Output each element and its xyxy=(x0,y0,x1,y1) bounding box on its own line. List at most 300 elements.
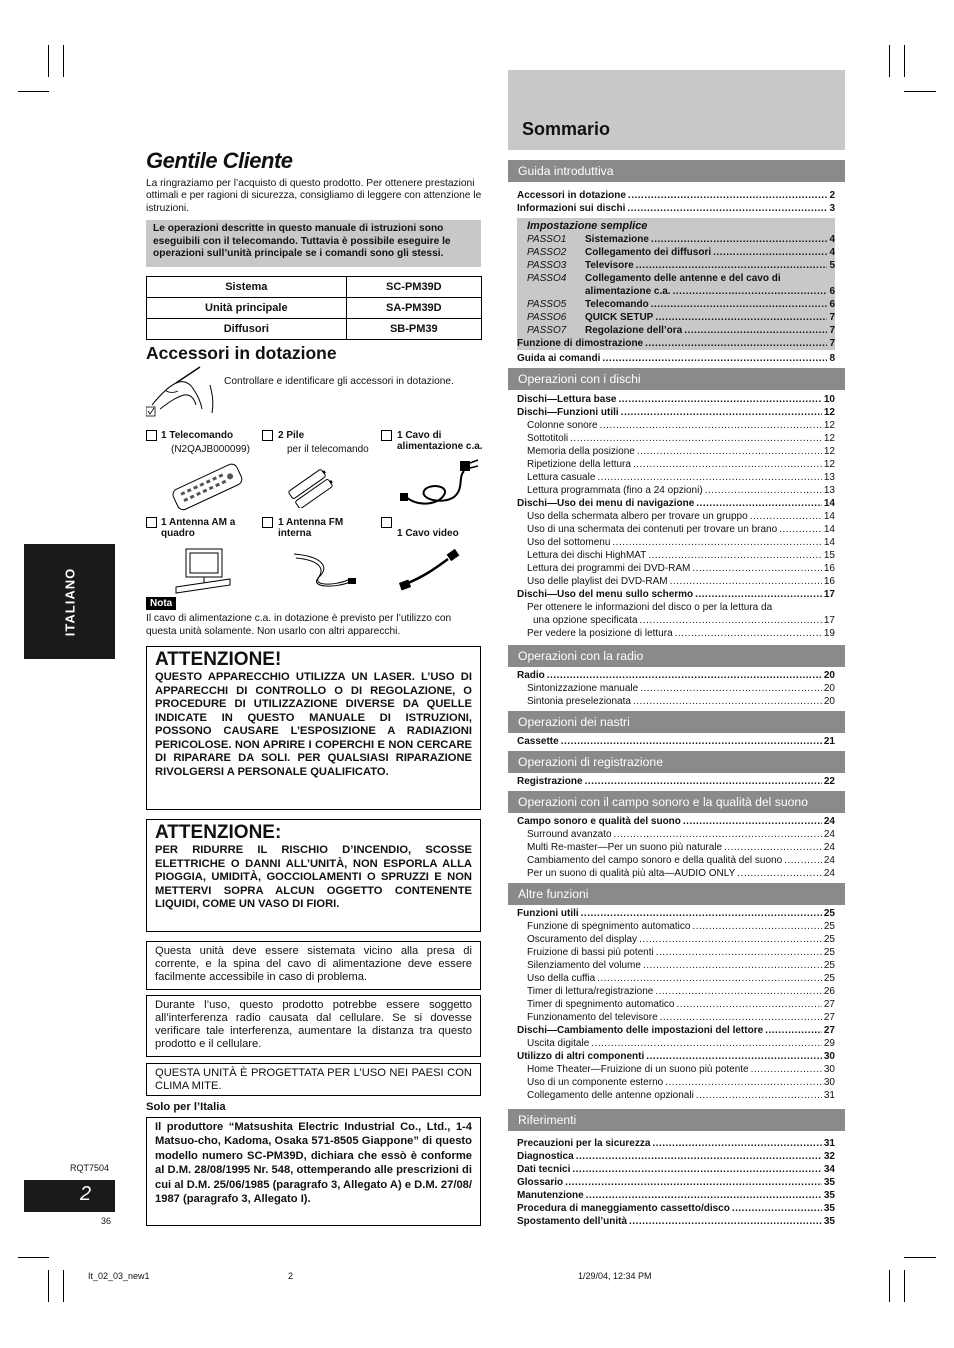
hand-checking-icon xyxy=(146,365,218,417)
toc-page-number: 35 xyxy=(823,1190,835,1201)
crop-mark xyxy=(904,1257,936,1258)
toc-entry[interactable] xyxy=(517,735,835,748)
toc-leader-dots xyxy=(602,352,827,365)
remote-control-icon xyxy=(168,458,246,514)
toc-entry-title: Manutenzione xyxy=(517,1190,584,1201)
checkbox[interactable] xyxy=(381,430,392,441)
toc-page-number: 12 xyxy=(823,459,835,470)
video-cable-icon xyxy=(398,547,468,592)
toc-entry[interactable] xyxy=(517,458,835,471)
toc-page-number: 14 xyxy=(823,537,835,548)
toc-entry[interactable] xyxy=(517,575,835,588)
toc-entry[interactable] xyxy=(527,259,835,272)
toc-entry[interactable] xyxy=(517,1037,835,1050)
toc-entry-title: Multi Re-master—Per un suono più naturale xyxy=(527,842,723,853)
toc-leader-dots xyxy=(561,735,822,748)
toc-entry[interactable] xyxy=(517,1137,835,1150)
table-cell: SC-PM39D xyxy=(346,277,481,298)
toc-entry[interactable] xyxy=(517,1011,835,1024)
toc-list xyxy=(517,189,835,215)
crop-mark xyxy=(63,1270,64,1302)
toc-page-number: 8 xyxy=(829,353,835,364)
toc-entry[interactable] xyxy=(517,1150,835,1163)
toc-entry-title: Sistemazione xyxy=(585,234,649,245)
toc-entry-title: Dischi—Uso dei menu di navigazione xyxy=(517,498,695,509)
toc-entry-title: Silenziamento del volume xyxy=(527,960,641,971)
intro-text: La ringraziamo per l’acquisto di questo prodotto. Per ottenere prestazioni ottimali e per ragioni di sicurezza, consigliamo di leggere con attenzione le istruzioni. xyxy=(146,178,482,214)
toc-leader-dots xyxy=(633,695,822,708)
toc-page-number: 14 xyxy=(823,498,835,509)
toc-entry[interactable] xyxy=(517,1215,835,1228)
toc-leader-dots xyxy=(670,575,822,588)
toc-entry[interactable] xyxy=(517,867,835,880)
warning-text: QUESTO APPARECCHIO UTILIZZA UN LASER. L’USO DI APPARECCHI DI CONTROLLO O DI REGOLAZIONE, O PROCEDURE DI UTILIZZAZIONE DIVERSE DA QUELLE INDICATE IN QUESTO MANUALE DI ISTRUZIONI, POSSONO CAUSARE L’ESPOSIZIONE A RADIAZIONI PERICOLOSE. NON APRIRE I COPERCHI E NON CERCARE DI RIPARARE DA SOLI. PER QUALSIASI RIPARAZIONE RIVOLGERSI A PERSONALE QUALIFICATO. xyxy=(155,671,472,778)
crop-mark xyxy=(48,1270,49,1302)
toc-entry[interactable] xyxy=(517,497,835,510)
crop-mark xyxy=(904,1270,905,1302)
toc-entry[interactable] xyxy=(517,1050,835,1063)
toc-entry-title: Per ottenere le informazioni del disco o per la lettura da xyxy=(527,602,773,613)
toc-page-number: 30 xyxy=(823,1077,835,1088)
section-header: Operazioni con i dischi xyxy=(508,368,845,390)
toc-entry-title: Informazioni sui dischi xyxy=(517,203,626,214)
table-cell: SA-PM39D xyxy=(346,298,481,319)
toc-entry-title: Colonne sonore xyxy=(527,420,598,431)
toc-page-number: 10 xyxy=(823,394,835,405)
crop-mark xyxy=(48,45,49,77)
toc-leader-dots xyxy=(586,1189,822,1202)
toc-entry[interactable] xyxy=(517,959,835,972)
toc-list xyxy=(517,669,835,708)
toc-entry[interactable] xyxy=(517,1076,835,1089)
sub-page-number: 36 xyxy=(101,1216,112,1226)
toc-entry[interactable] xyxy=(517,484,835,497)
toc-entry[interactable] xyxy=(517,549,835,562)
toc-entry[interactable] xyxy=(517,393,835,406)
toc-list xyxy=(517,907,835,1102)
step-number: PASSO4 xyxy=(527,273,567,284)
toc-page-number: 7 xyxy=(829,338,835,349)
toc-entry[interactable] xyxy=(517,1189,835,1202)
toc-leader-dots xyxy=(683,815,822,828)
toc-entry[interactable] xyxy=(517,352,835,365)
accessory-am-antenna-label: 1 Antenna AM a quadro xyxy=(161,517,236,539)
toc-entry-title: Guida ai comandi xyxy=(517,353,601,364)
toc-page-number: 27 xyxy=(823,1012,835,1023)
checkbox[interactable] xyxy=(262,430,273,441)
toc-entry[interactable] xyxy=(517,854,835,867)
toc-entry-title: Funzionamento del televisore xyxy=(527,1012,658,1023)
section-header: Operazioni con la radio xyxy=(508,645,845,667)
toc-entry-title: Spostamento dell’unità xyxy=(517,1216,628,1227)
toc-entry[interactable] xyxy=(527,246,835,259)
toc-entry[interactable] xyxy=(517,432,835,445)
toc-entry[interactable] xyxy=(527,233,835,246)
warning-title: ATTENZIONE! xyxy=(155,649,282,670)
placement-notice: Questa unità deve essere sistemata vicino alla presa di corrente, e la spina del cavo di alimentazione deve essere facilmente accessibile in caso di problema. xyxy=(146,941,481,990)
toc-leader-dots xyxy=(751,1063,822,1076)
toc-page-number: 30 xyxy=(823,1064,835,1075)
toc-entry[interactable] xyxy=(517,445,835,458)
toc-page-number: 34 xyxy=(823,1164,835,1175)
toc-leader-dots xyxy=(621,406,822,419)
table-cell: Sistema xyxy=(147,277,347,298)
batteries-icon xyxy=(286,468,336,508)
toc-page-number: 7 xyxy=(829,325,835,336)
toc-entry-title: Lettura casuale xyxy=(527,472,596,483)
toc-list xyxy=(517,775,835,788)
checkbox[interactable] xyxy=(262,517,273,528)
toc-leader-dots xyxy=(732,1202,822,1215)
toc-leader-dots xyxy=(676,998,821,1011)
toc-leader-dots xyxy=(646,1050,822,1063)
toc-entry-title: Funzione di dimostrazione xyxy=(517,338,644,349)
toc-page-number: 25 xyxy=(823,908,835,919)
step-number: PASSO6 xyxy=(527,312,567,323)
toc-page-number: 24 xyxy=(823,855,835,866)
toc-page-number: 3 xyxy=(829,203,835,214)
toc-leader-dots xyxy=(660,1011,822,1024)
toc-entry-title: Ripetizione della lettura xyxy=(527,459,631,470)
toc-entry-title: Procedura di maneggiamento cassetto/disco xyxy=(517,1203,730,1214)
remote-notice: Le operazioni descritte in questo manuale di istruzioni sono eseguibili con il telecomando. Tuttavia è possibile eseguire le operazioni sull’unità principale se i comandi sono gli stessi. xyxy=(146,220,481,267)
accessory-remote-label: 1 Telecomando xyxy=(161,430,234,441)
toc-page-number: 13 xyxy=(823,485,835,496)
step-number: PASSO2 xyxy=(527,247,567,258)
toc-page-number: 25 xyxy=(823,947,835,958)
toc-leader-dots xyxy=(665,1076,822,1089)
toc-leader-dots xyxy=(633,458,822,471)
toc-entry-title: Uso del sottomenu xyxy=(527,537,611,548)
section-header: Operazioni dei nastri xyxy=(508,711,845,733)
toc-leader-dots xyxy=(656,946,822,959)
toc-entry-title: Collegamento delle antenne opzionali xyxy=(527,1090,694,1101)
toc-entry[interactable] xyxy=(517,972,835,985)
toc-page-number: 14 xyxy=(823,524,835,535)
toc-leader-dots xyxy=(637,445,822,458)
toc-entry[interactable] xyxy=(517,985,835,998)
steps-list xyxy=(517,219,835,350)
toc-entry[interactable] xyxy=(517,588,835,601)
toc-entry-title: Lettura programmata (fino a 24 opzioni) xyxy=(527,485,703,496)
toc-entry-title: Lettura dei dischi HighMAT xyxy=(527,550,647,561)
toc-page-number: 25 xyxy=(823,921,835,932)
toc-page-number: 2 xyxy=(829,190,835,201)
toc-entry[interactable] xyxy=(517,614,835,627)
toc-page-number: 19 xyxy=(823,628,835,639)
toc-entry[interactable] xyxy=(517,601,835,614)
toc-entry-title: Campo sonoro e qualità del suono xyxy=(517,816,681,827)
toc-entry[interactable] xyxy=(517,907,835,920)
toc-leader-dots xyxy=(692,562,821,575)
fm-antenna-icon xyxy=(290,546,360,592)
toc-entry-title: Utilizzo di altri componenti xyxy=(517,1051,645,1062)
toc-entry[interactable] xyxy=(527,272,835,285)
toc-entry-title: Dischi—Funzioni utili xyxy=(517,407,619,418)
toc-leader-dots xyxy=(651,298,828,311)
toc-leader-dots xyxy=(570,432,822,445)
toc-leader-dots xyxy=(696,497,822,510)
toc-entry[interactable] xyxy=(517,1176,835,1189)
toc-page-number: 32 xyxy=(823,1151,835,1162)
footer-file: It_02_03_new1 xyxy=(88,1271,150,1281)
accessory-batteries-sub: per il telecomando xyxy=(287,444,369,455)
toc-page-number: 22 xyxy=(823,776,835,787)
toc-page-number: 25 xyxy=(823,960,835,971)
climate-notice: QUESTA UNITÀ È PROGETTATA PER L’USO NEI PAESI CON CLIMA MITE. xyxy=(146,1063,481,1096)
checkbox[interactable] xyxy=(381,517,392,528)
toc-entry-title: Uso di un componente esterno xyxy=(527,1077,664,1088)
toc-page-number: 15 xyxy=(823,550,835,561)
checkbox[interactable] xyxy=(146,430,157,441)
doc-code: RQT7504 xyxy=(70,1163,110,1173)
toc-page-number: 35 xyxy=(823,1216,835,1227)
toc-entry[interactable] xyxy=(517,627,835,640)
am-loop-antenna-icon xyxy=(168,543,238,595)
toc-entry[interactable] xyxy=(517,1024,835,1037)
toc-entry-title: Funzione di spegnimento automatico xyxy=(527,921,691,932)
interference-notice: Durante l’uso, questo prodotto potrebbe essere soggetto all’interferenza radio causata dal cellulare. Se si dovesse verificare tale interferenza, aumentare la distanza tra questo prodotto e il cellulare. xyxy=(146,995,481,1057)
accessories-note: Controllare e identificare gli accessori in dotazione. xyxy=(224,376,454,387)
table-cell: Diffusori xyxy=(147,319,347,340)
toc-leader-dots xyxy=(591,1037,822,1050)
toc-entry-title: Cassette xyxy=(517,736,559,747)
toc-page-number: 16 xyxy=(823,576,835,587)
toc-entry-title: Surround avanzato xyxy=(527,829,612,840)
toc-page-number: 25 xyxy=(823,934,835,945)
toc-leader-dots xyxy=(565,1176,822,1189)
toc-entry[interactable] xyxy=(517,536,835,549)
toc-entry[interactable] xyxy=(517,998,835,1011)
toc-entry[interactable] xyxy=(517,1163,835,1176)
toc-entry-title: Glossario xyxy=(517,1177,564,1188)
toc-leader-dots xyxy=(737,867,822,880)
toc-entry[interactable] xyxy=(517,337,835,350)
toc-page-number: 12 xyxy=(823,446,835,457)
sommario-title: Sommario xyxy=(522,119,611,139)
toc-page-number: 17 xyxy=(823,615,835,626)
toc-entry[interactable] xyxy=(517,946,835,959)
toc-entry-title: Funzioni utili xyxy=(517,908,579,919)
toc-page-number: 26 xyxy=(823,986,835,997)
toc-entry-title: Dischi—Cambiamento delle impostazioni del lettore xyxy=(517,1025,764,1036)
toc-leader-dots xyxy=(692,920,821,933)
toc-entry[interactable] xyxy=(517,202,835,215)
toc-entry[interactable] xyxy=(517,828,835,841)
toc-leader-dots xyxy=(628,189,828,202)
toc-page-number: 20 xyxy=(823,670,835,681)
toc-entry-title: Memoria della posizione xyxy=(527,446,635,457)
toc-leader-dots xyxy=(629,1215,822,1228)
section-header: Guida introduttiva xyxy=(508,160,845,182)
toc-entry[interactable] xyxy=(517,471,835,484)
toc-entry[interactable] xyxy=(517,523,835,536)
page-title: Gentile Cliente xyxy=(146,148,293,173)
footer-page: 2 xyxy=(288,1271,294,1281)
toc-entry-title: Collegamento delle antenne e del cavo di xyxy=(585,273,781,284)
toc-entry-title: Timer di spegnimento automatico xyxy=(527,999,675,1010)
toc-leader-dots xyxy=(779,523,822,536)
toc-entry[interactable] xyxy=(517,189,835,202)
toc-page-number: 27 xyxy=(823,999,835,1010)
conformity-declaration: Il produttore “Matsushita Electric Industrial Co., Ltd., 1-4 Matsuo-cho, Kadoma, Osaka 571-8505 Giappone” di questo modello numero SC-PM39D, dichiara che essò è conforme al D.M. 28/08/1995 Nr. 548, ottemperando alle prescrizioni di cui al D.M. 25/06/1985 (paragrafo 3, Allegato A) e D.M. 27/08/ 1987 (paragrafo 3, Allegato I). xyxy=(146,1117,481,1226)
toc-leader-dots xyxy=(651,233,828,246)
nota-text: Il cavo di alimentazione c.a. in dotazione è previsto per l’utilizzo con questa unità solamente. Non usarlo con altri apparecchi. xyxy=(146,613,452,637)
toc-entry-title: Precauzioni per la sicurezza xyxy=(517,1138,651,1149)
toc-leader-dots xyxy=(695,588,822,601)
step-number: PASSO1 xyxy=(527,234,567,245)
toc-entry-title: Dati tecnici xyxy=(517,1164,571,1175)
section-header: Riferimenti xyxy=(508,1109,845,1131)
toc-page-number: 17 xyxy=(823,589,835,600)
toc-entry[interactable] xyxy=(527,324,835,337)
power-cord-icon xyxy=(398,455,484,510)
toc-entry-title: Diagnostica xyxy=(517,1151,574,1162)
toc-page-number: 30 xyxy=(823,1051,835,1062)
toc-entry[interactable] xyxy=(517,920,835,933)
toc-page-number: 31 xyxy=(823,1138,835,1149)
crop-mark xyxy=(889,45,890,77)
toc-leader-dots xyxy=(627,202,827,215)
toc-page-number: 21 xyxy=(823,736,835,747)
toc-leader-dots xyxy=(572,1163,822,1176)
crop-mark xyxy=(904,91,936,92)
toc-entry[interactable] xyxy=(517,695,835,708)
toc-entry-title: Per un suono di qualità più alta—AUDIO ONLY xyxy=(527,868,736,879)
crop-mark xyxy=(904,45,905,77)
toc-entry[interactable] xyxy=(517,562,835,575)
toc-entry[interactable] xyxy=(517,419,835,432)
toc-leader-dots xyxy=(684,324,827,337)
warning-text: PER RIDURRE IL RISCHIO D’INCENDIO, SCOSSE ELETTRICHE O DANNI ALL’UNITÀ, NON ESPORLA ALLA PIOGGIA, UMIDITÀ, GOCCIOLAMENTI O SPRUZZI E NON METTERVI SOPRA ALCUN OGGETTO CONTENENTE LIQUIDI, COME UN VASO DI FIORI. xyxy=(155,844,472,910)
table-cell: Unità principale xyxy=(147,298,347,319)
toc-entry-title: Sintonia preselezionata xyxy=(527,696,631,707)
crop-mark xyxy=(18,91,49,92)
nota-label: Nota xyxy=(146,597,176,610)
accessory-remote-code: (N2QAJB000099) xyxy=(171,444,250,455)
toc-entry[interactable] xyxy=(517,510,835,523)
toc-entry[interactable] xyxy=(517,682,835,695)
toc-entry-title: Televisore xyxy=(585,260,634,271)
toc-page-number: 12 xyxy=(823,420,835,431)
toc-entry-title: Uso della schermata albero per trovare un gruppo xyxy=(527,511,748,522)
toc-page-number: 24 xyxy=(823,829,835,840)
toc-page-number: 12 xyxy=(823,433,835,444)
laser-warning-box xyxy=(146,646,481,810)
toc-entry-title: Cambiamento del campo sonoro e della qualità del suono xyxy=(527,855,783,866)
toc-page-number: 31 xyxy=(823,1090,835,1101)
toc-leader-dots xyxy=(581,907,822,920)
toc-entry[interactable] xyxy=(517,669,835,682)
step-number: PASSO3 xyxy=(527,260,567,271)
toc-page-number: 14 xyxy=(823,511,835,522)
toc-entry-title: Uso delle playlist dei DVD-RAM xyxy=(527,576,668,587)
accessory-batteries-label: 2 Pile xyxy=(278,430,305,441)
toc-entry-title: Accessori in dotazione xyxy=(517,190,626,201)
table-row xyxy=(147,319,482,340)
warning-title: ATTENZIONE: xyxy=(155,822,282,843)
toc-entry-title: Uscita digitale xyxy=(527,1038,590,1049)
accessory-video-cable-label: 1 Cavo video xyxy=(397,528,459,539)
toc-entry[interactable] xyxy=(527,298,835,311)
toc-entry[interactable] xyxy=(527,285,835,298)
toc-entry[interactable] xyxy=(517,1202,835,1215)
crop-mark xyxy=(889,1270,890,1302)
steps-heading: Impostazione semplice xyxy=(527,220,648,232)
toc-page-number: 6 xyxy=(829,286,835,297)
step-number: PASSO7 xyxy=(527,325,567,336)
toc-leader-dots xyxy=(645,337,827,350)
toc-page-number: 24 xyxy=(823,842,835,853)
checkbox[interactable] xyxy=(146,517,157,528)
toc-entry[interactable] xyxy=(517,1089,835,1102)
system-table xyxy=(146,276,482,340)
toc-leader-dots xyxy=(576,1150,822,1163)
toc-leader-dots xyxy=(696,1089,822,1102)
toc-leader-dots xyxy=(614,828,822,841)
toc-entry[interactable] xyxy=(517,933,835,946)
toc-entry-title: Sottotitoli xyxy=(527,433,569,444)
toc-entry[interactable] xyxy=(517,775,835,788)
table-cell: SB-PM39 xyxy=(346,319,481,340)
crop-mark xyxy=(63,45,64,77)
toc-page-number: 24 xyxy=(823,816,835,827)
toc-leader-dots xyxy=(585,775,822,788)
toc-leader-dots xyxy=(655,311,827,324)
toc-entry-title: QUICK SETUP xyxy=(585,312,654,323)
toc-entry[interactable] xyxy=(517,1063,835,1076)
toc-leader-dots xyxy=(675,627,822,640)
toc-leader-dots xyxy=(784,854,822,867)
toc-entry-title: Home Theater—Fruizione di un suono più potente xyxy=(527,1064,749,1075)
toc-entry[interactable] xyxy=(517,406,835,419)
toc-entry-title: Radio xyxy=(517,670,545,681)
toc-entry-title: una opzione specificata xyxy=(533,615,638,626)
toc-page-number: 29 xyxy=(823,1038,835,1049)
table-row xyxy=(147,277,482,298)
toc-entry-title: Registrazione xyxy=(517,776,583,787)
section-header: Operazioni con il campo sonoro e la qualità del suono xyxy=(508,791,845,813)
toc-list xyxy=(517,393,835,640)
toc-page-number: 7 xyxy=(829,312,835,323)
toc-page-number: 5 xyxy=(829,260,835,271)
toc-entry[interactable] xyxy=(517,841,835,854)
toc-leader-dots xyxy=(750,510,822,523)
italy-label: Solo per l’Italia xyxy=(146,1101,226,1113)
toc-entry-title: Dischi—Lettura base xyxy=(517,394,617,405)
section-header: Altre funzioni xyxy=(508,883,845,905)
toc-page-number: 24 xyxy=(823,868,835,879)
accessories-heading: Accessori in dotazione xyxy=(146,343,337,363)
toc-entry-title: Lettura dei programmi dei DVD-RAM xyxy=(527,563,691,574)
toc-entry[interactable] xyxy=(517,815,835,828)
accessory-fm-antenna-label: 1 Antenna FM interna xyxy=(278,517,344,539)
toc-leader-dots xyxy=(643,959,822,972)
toc-leader-dots xyxy=(652,1137,821,1150)
toc-page-number: 20 xyxy=(823,683,835,694)
toc-page-number: 4 xyxy=(829,247,835,258)
toc-list xyxy=(517,1137,835,1228)
toc-entry[interactable] xyxy=(527,311,835,324)
toc-leader-dots xyxy=(640,614,822,627)
toc-leader-dots xyxy=(713,246,827,259)
toc-entry-title: Fruizione di bassi più potenti xyxy=(527,947,654,958)
toc-page-number: 13 xyxy=(823,472,835,483)
toc-entry-title: Telecomando xyxy=(585,299,649,310)
toc-entry-title: Sintonizzazione manuale xyxy=(527,683,639,694)
toc-page-number: 35 xyxy=(823,1203,835,1214)
toc-leader-dots xyxy=(597,471,821,484)
